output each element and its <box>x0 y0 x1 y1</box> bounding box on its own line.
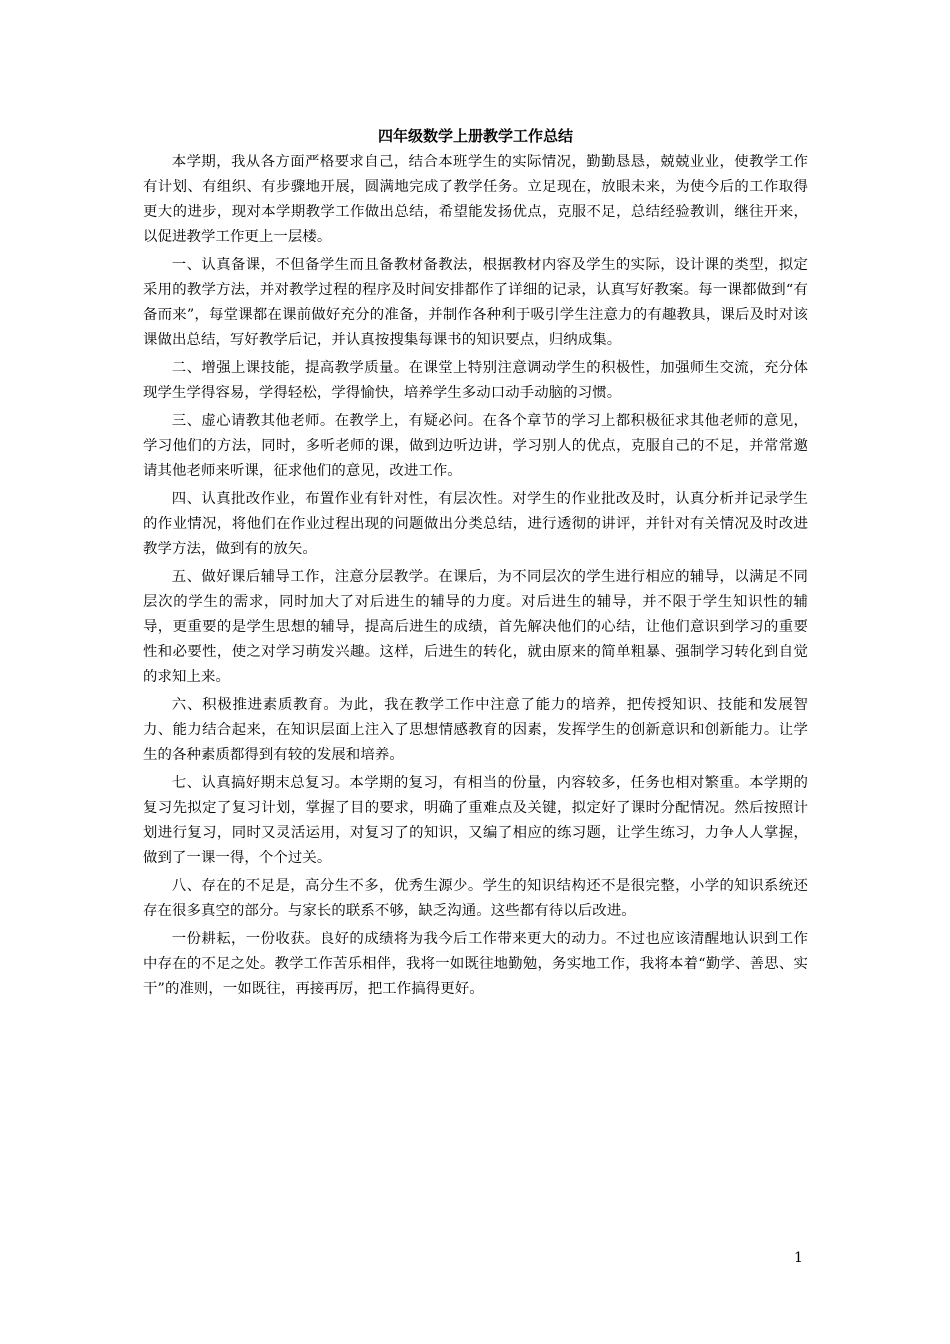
paragraph-conclusion: 一份耕耘，一份收获。良好的成绩将为我今后工作带来更大的动力。不过也应该清醒地认识到工作中存在的不足之处。教学工作苦乐相伴，我将一如既往地勤勉，务实地工作，我将本着“勤学、善思、实干”的准则，一如既往，再接再厉，把工作搞得更好。 <box>143 931 808 997</box>
document-title: 四年级数学上册教学工作总结 <box>377 127 573 145</box>
paragraph-shortcomings: 八、存在的不足是，高分生不多，优秀生源少。学生的知识结构还不是很完整，小学的知识系统还存在很多真空的部分。与家长的联系不够，缺乏沟通。这些都有待以后改进。 <box>143 878 808 919</box>
paragraph-quality-education: 六、积极推进素质教育。为此，我在教学工作中注意了能力的培养，把传授知识、技能和发展智力、能力结合起来，在知识层面上注入了思想情感教育的因素，发挥学生的创新意识和创新能力。让学生的各种素质都得到有较的发展和培养。 <box>143 697 808 763</box>
paragraph-homework: 四、认真批改作业，布置作业有针对性，有层次性。对学生的作业批改及时，认真分析并记录学生的作业情况，将他们在作业过程出现的问题做出分类总结，进行透彻的讲评，并针对有关情况及时改进教学方法，做到有的放矢。 <box>143 491 808 557</box>
paragraph-lesson-prep: 一、认真备课，不但备学生而且备教材备教法，根据教材内容及学生的实际，设计课的类型，拟定采用的教学方法，并对教学过程的程序及时间安排都作了详细的记录，认真写好教案。每一课都做到“有备而来”，每堂课都在课前做好充分的准备，并制作各种利于吸引学生注意力的有趣教具，课后及时对该课做出总结，写好教学后记，并认真按搜集每课书的知识要点，归纳成集。 <box>143 257 808 348</box>
paragraph-teaching-skills: 二、增强上课技能，提高教学质量。在课堂上特别注意调动学生的积极性，加强师生交流，充分体现学生学得容易，学得轻松，学得愉快，培养学生多动口动手动脑的习惯。 <box>143 360 808 401</box>
paragraph-intro: 本学期，我从各方面严格要求自己，结合本班学生的实际情况，勤勤恳恳，兢兢业业，使教学工作有计划、有组织、有步骤地开展，圆满地完成了教学任务。立足现在，放眼未来，为使今后的工作取得更大的进步，现对本学期教学工作做出总结，希望能发扬优点，克服不足，总结经验教训，继往开来，以促进教学工作更上一层楼。 <box>143 154 808 245</box>
paragraph-tutoring: 五、做好课后辅导工作，注意分层教学。在课后，为不同层次的学生进行相应的辅导，以满足不同层次的学生的需求，同时加大了对后进生的辅导的力度。对后进生的辅导，并不限于学生知识性的辅导，更重要的是学生思想的辅导，提高后进生的成绩，首先解决他们的心结，让他们意识到学习的重要性和必要性，使之对学习萌发兴趣。这样，后进生的转化，就由原来的简单粗暴、强制学习转化到自觉的求知上来。 <box>143 569 808 685</box>
page-number: 1 <box>794 1250 803 1266</box>
paragraph-final-review: 七、认真搞好期末总复习。本学期的复习，有相当的份量，内容较多，任务也相对繁重。本学期的复习先拟定了复习计划，掌握了目的要求，明确了重难点及关键，拟定好了课时分配情况。然后按照计划进行复习，同时又灵活运用，对复习了的知识，又编了相应的练习题，让学生练习，力争人人掌握，做到了一课一得，个个过关。 <box>143 775 808 866</box>
document-page <box>143 124 808 1005</box>
paragraph-consult-teachers: 三、虚心请教其他老师。在教学上，有疑必问。在各个章节的学习上都积极征求其他老师的意见，学习他们的方法，同时，多听老师的课，做到边听边讲，学习别人的优点，克服自己的不足，并常常邀请其他老师来听课，征求他们的意见，改进工作。 <box>143 413 808 479</box>
